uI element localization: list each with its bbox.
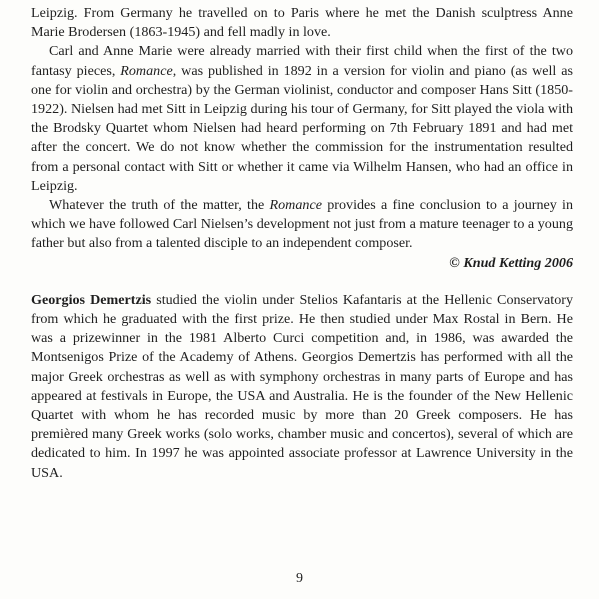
artist-biography	[31, 291, 573, 483]
paragraph-leipzig: Leipzig. From Germany he travelled on to Paris where he met the Danish sculptress Anne Marie Brodersen (1863-1945) and fell madly in love.	[31, 5, 573, 41]
author-signature: © Knud Ketting 2006	[449, 254, 573, 271]
work-title-romance: Romance	[269, 197, 322, 214]
work-title-romance: Romance	[120, 62, 173, 79]
page-number: 9	[296, 571, 303, 586]
paragraph-text: Whatever the truth of the matter, the	[49, 197, 270, 214]
paragraph-text: provides a fine conclusion to a journey in which we have followed Carl Nielsen’s development not just from a mature teenager to a young father but also from a talented disciple to an independent composer.	[31, 197, 574, 252]
paragraph-text: , was published in 1892 in a version for violin and piano (as well as one for violin and orchestra) by the German violinist, conductor and composer Hans Sitt (1850-1922). Nielsen had met Sitt in Leipzig during his tour of Germany, for Sitt played the viola with the Brodsky Quartet whom Nielsen had heard performing on 7th February 1891 and had met after the concert. We do not know whether the commission for the instrumentation resulted from a personal contact with Sitt or whether it came via Wilhelm Hansen, who had an office in Leipzig.	[31, 62, 574, 194]
artist-name: Georgios Demertzis	[31, 291, 152, 308]
biography-text: studied the violin under Stelios Kafantaris at the Hellenic Conservatory from which he graduated with the first prize. He then studied under Max Rostal in Bern. He was a prizewinner in the 1981 Alberto Curci competition and, in 1986, was awarded the Montsenigos Prize of the Academy of Athens. Georgios Demertzis has performed with all the major Greek orchestras as well as with symphony orchestras in many parts of Europe and has appeared at festivals in Europe, the USA and Australia. He is the founder of the New Hellenic Quartet with whom he has recorded music by more than 20 Greek composers. He has premièred many Greek works (solo works, chamber music and concertos), several of which are dedicated to him. In 1997 he was appointed associate professor at Lawrence University in the USA.	[31, 291, 573, 481]
paragraph-conclusion	[31, 196, 573, 254]
paragraph-romance-publication	[31, 42, 573, 196]
paragraph-text: Carl and Anne Marie were already married with their first child when the first of the two fantasy pieces,	[31, 43, 573, 79]
